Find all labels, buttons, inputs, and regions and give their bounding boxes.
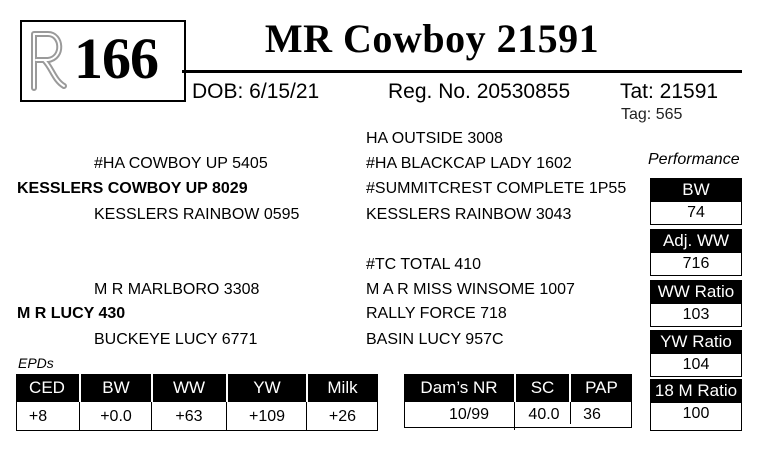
pedigree-dam-sire-sire: #TC TOTAL 410 bbox=[366, 256, 482, 273]
performance-label: Performance bbox=[648, 151, 740, 168]
epd-header-ced: CED bbox=[29, 378, 65, 397]
pedigree-sire: KESSLERS COWBOY UP 8029 bbox=[17, 180, 248, 197]
dam-stats-header-divider bbox=[514, 374, 516, 402]
perf-value-18m-ratio: 100 bbox=[650, 403, 742, 425]
pedigree-sire-dam: KESSLERS RAINBOW 0595 bbox=[94, 206, 300, 223]
perf-value-adj-ww: 716 bbox=[650, 253, 742, 276]
epd-cell-divider bbox=[226, 402, 227, 430]
epd-header-divider bbox=[226, 374, 228, 402]
dam-stats-header-divider bbox=[569, 374, 571, 402]
lot-number: 166 bbox=[74, 26, 158, 91]
epd-header-ww: WW bbox=[172, 378, 206, 397]
epd-header-divider bbox=[306, 374, 308, 402]
perf-bottom-cell bbox=[650, 405, 742, 431]
animal-name-title: MR Cowboy 21591 bbox=[264, 16, 600, 61]
perf-header-ww-ratio: WW Ratio bbox=[650, 280, 742, 304]
perf-header-yw-ratio: YW Ratio bbox=[650, 330, 742, 354]
pedigree-dam-sire: M R MARLBORO 3308 bbox=[94, 281, 260, 298]
epd-value-bw: +0.0 bbox=[100, 408, 132, 425]
epds-label: EPDs bbox=[18, 355, 54, 371]
dam-stats-value-sc: 40.0 bbox=[528, 406, 560, 423]
pedigree-dam-sire-dam: M A R MISS WINSOME 1007 bbox=[366, 281, 575, 298]
pedigree-sire-dam-dam: KESSLERS RAINBOW 3043 bbox=[366, 206, 572, 223]
dam-stats-value-nr: 10/99 bbox=[448, 406, 490, 423]
epd-header-yw: YW bbox=[253, 378, 281, 397]
perf-header-adj-ww: Adj. WW bbox=[650, 229, 742, 253]
lot-number-box bbox=[20, 20, 186, 102]
dam-stats-header-sc: SC bbox=[530, 378, 555, 397]
epd-value-milk: +26 bbox=[328, 408, 357, 425]
epd-header-divider bbox=[151, 374, 153, 402]
pedigree-dam-dam: BUCKEYE LUCY 6771 bbox=[94, 331, 258, 348]
dob: DOB: 6/15/21 bbox=[192, 80, 320, 103]
epd-value-ww: +63 bbox=[175, 408, 203, 425]
epd-cell-divider bbox=[151, 402, 152, 430]
epd-header-milk: Milk bbox=[327, 378, 358, 397]
dam-stats-cell-divider bbox=[570, 402, 571, 424]
perf-header-bw: BW bbox=[650, 178, 742, 202]
tag-number: Tag: 565 bbox=[621, 106, 683, 123]
pedigree-dam-dam-dam: BASIN LUCY 957C bbox=[366, 331, 504, 348]
pedigree-dam-dam-sire: RALLY FORCE 718 bbox=[366, 305, 507, 322]
epd-header-bw: BW bbox=[102, 378, 130, 397]
dam-stats-header-nr: Dam’s NR bbox=[420, 378, 498, 397]
epd-cell-divider bbox=[79, 402, 80, 430]
perf-value-yw-ratio: 104 bbox=[650, 354, 742, 377]
perf-value-ww-ratio: 103 bbox=[650, 304, 742, 327]
perf-header-18m-ratio: 18 M Ratio bbox=[650, 379, 742, 403]
dam-stats-value-pap: 36 bbox=[583, 406, 601, 423]
epd-value-ced: +8 bbox=[28, 408, 48, 425]
title-divider bbox=[182, 70, 742, 73]
perf-value-bw: 74 bbox=[650, 202, 742, 225]
epd-header-divider bbox=[79, 374, 81, 402]
tattoo: Tat: 21591 bbox=[620, 80, 719, 103]
pedigree-sire-sire-dam: #HA BLACKCAP LADY 1602 bbox=[366, 155, 572, 172]
ranch-logo-icon bbox=[26, 28, 72, 94]
epd-value-yw: +109 bbox=[248, 408, 286, 425]
pedigree-sire-sire-sire: HA OUTSIDE 3008 bbox=[366, 130, 503, 147]
pedigree-sire-sire: #HA COWBOY UP 5405 bbox=[94, 155, 268, 172]
pedigree-sire-dam-sire: #SUMMITCREST COMPLETE 1P55 bbox=[366, 180, 627, 197]
registration-number: Reg. No. 20530855 bbox=[388, 80, 571, 103]
dam-stats-header-pap: PAP bbox=[585, 378, 618, 397]
pedigree-dam: M R LUCY 430 bbox=[17, 305, 126, 322]
